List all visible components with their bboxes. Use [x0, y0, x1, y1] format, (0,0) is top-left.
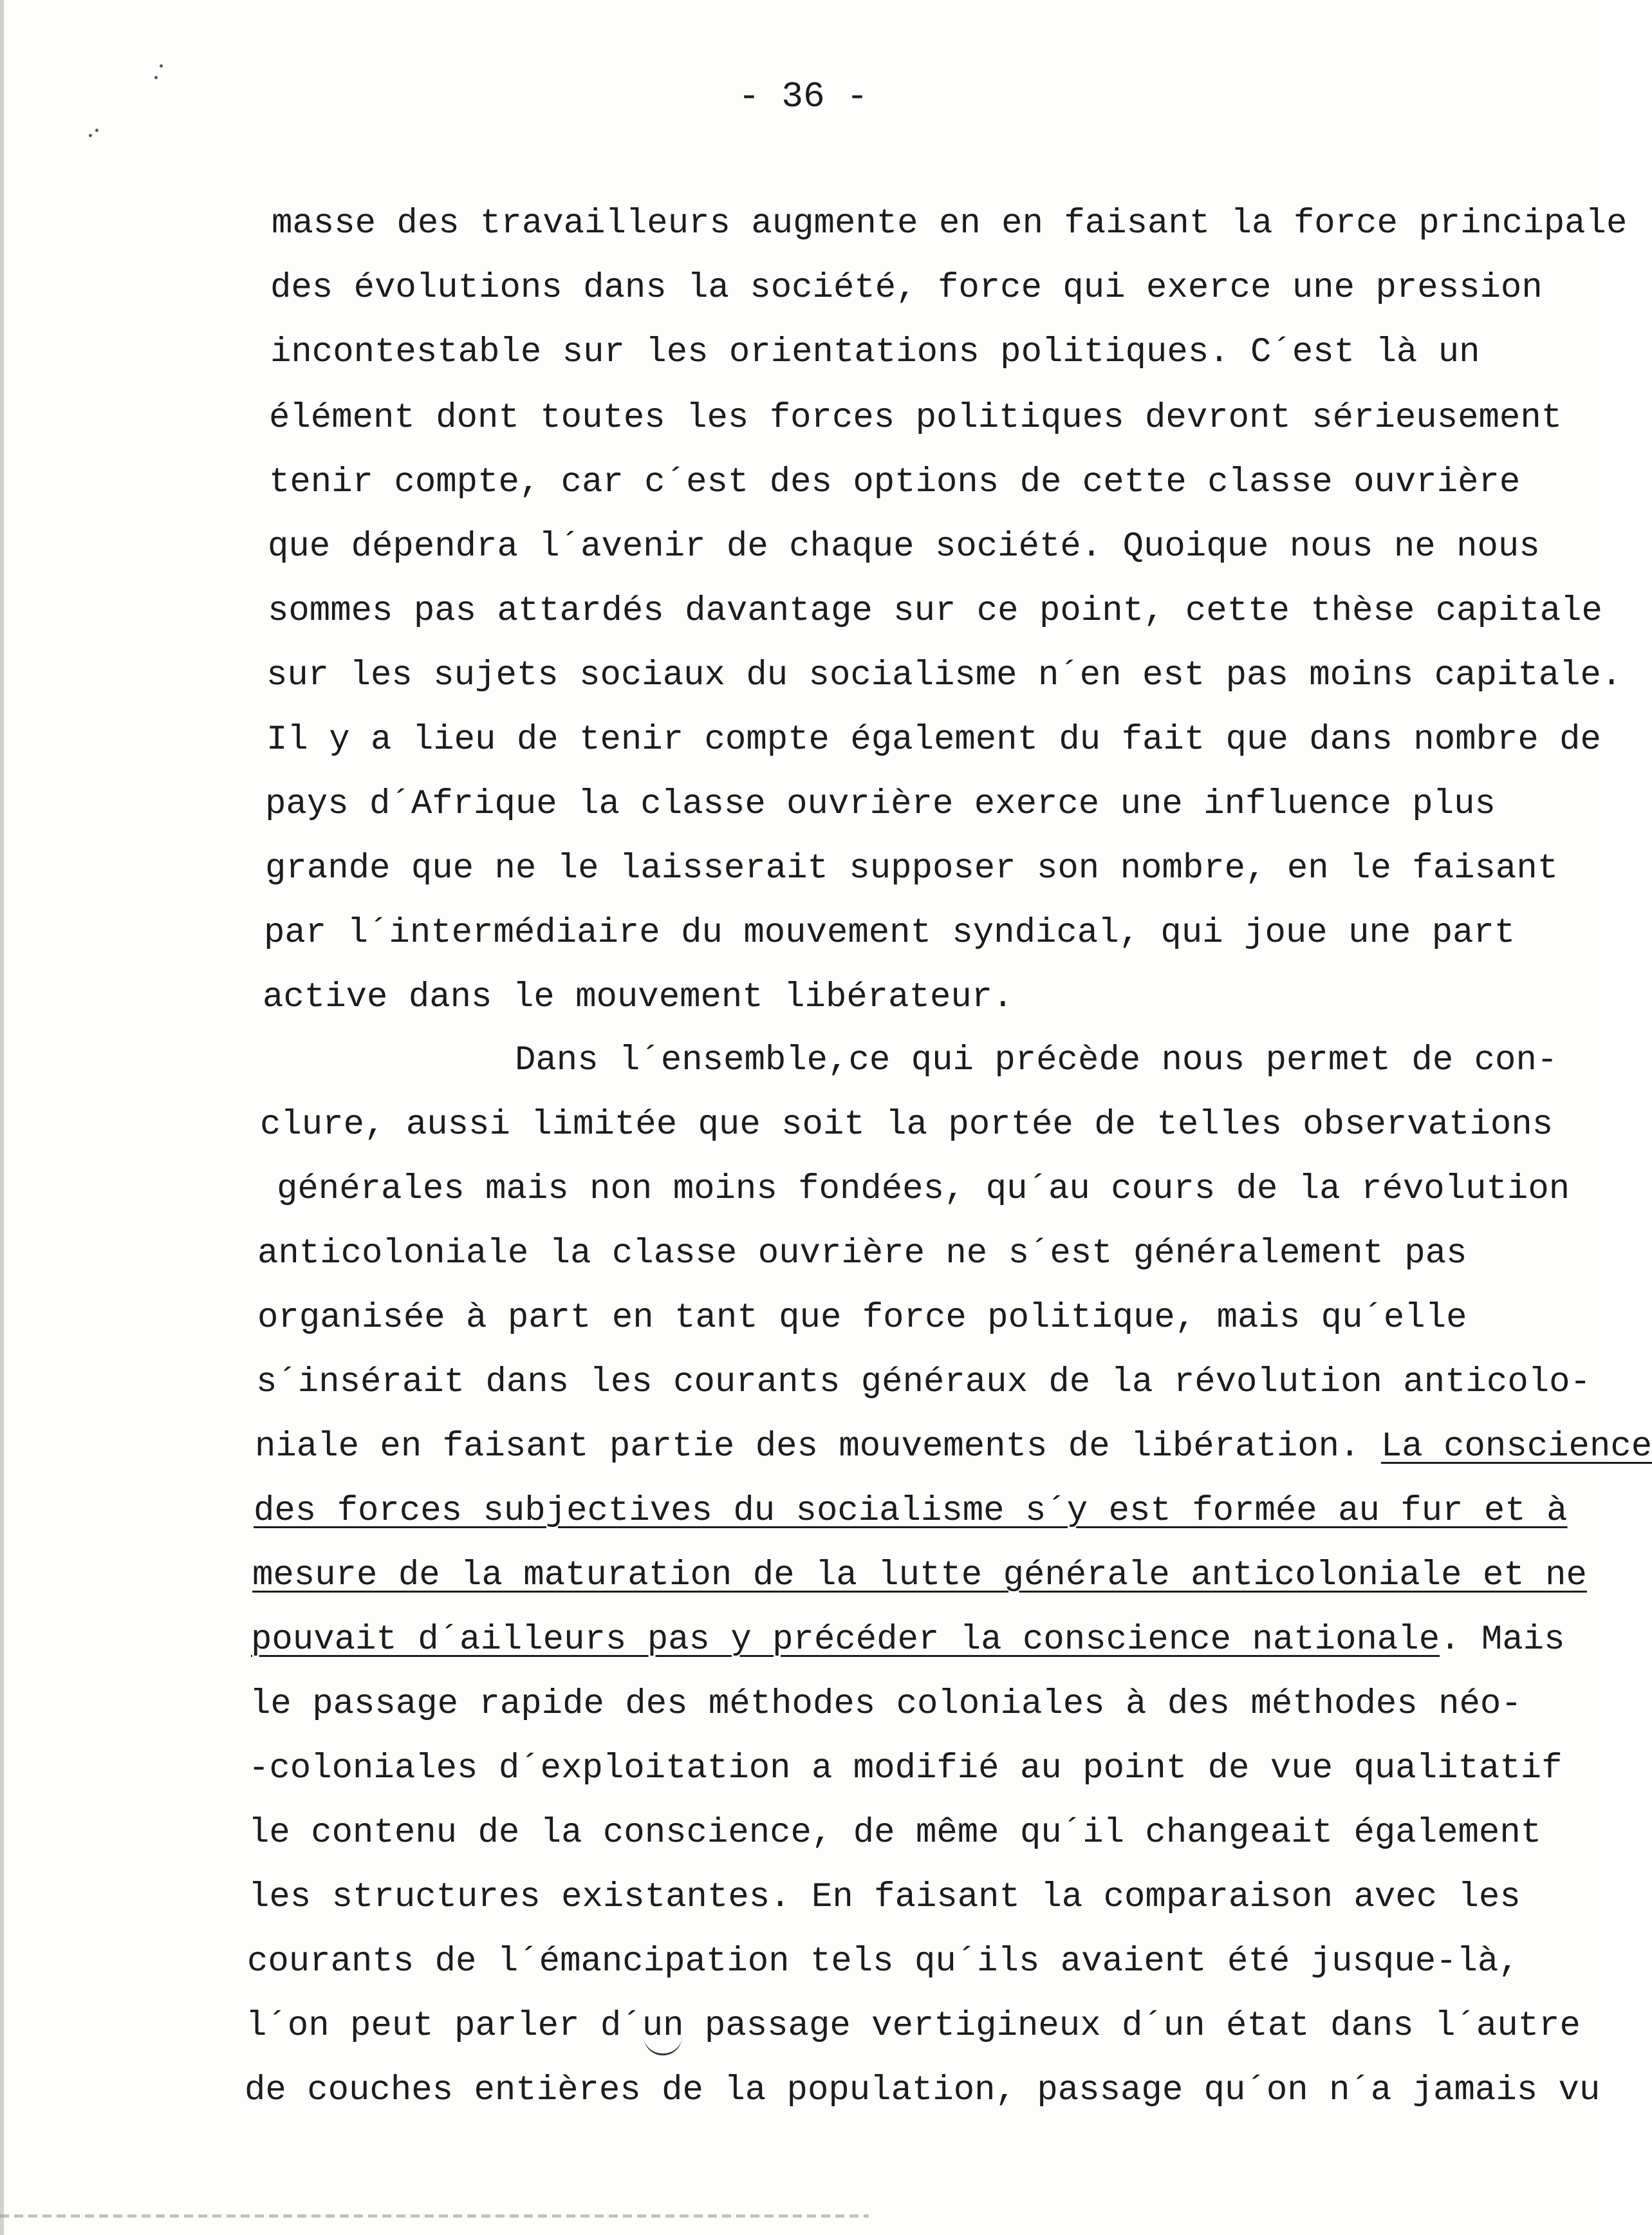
- text-line: -coloniales d´exploitation a modifié au point de vue qualitatif: [248, 1749, 1563, 1788]
- text-segment: . Mais: [1440, 1620, 1565, 1660]
- text-line: les structures existantes. En faisant la comparaison avec les: [248, 1878, 1521, 1917]
- underlined-text: La conscience: [1380, 1427, 1652, 1466]
- text-line: tenir compte, car c´est des options de cette classe ouvrière: [269, 463, 1521, 502]
- text-line: grande que ne le laisserait supposer son nombre, en le faisant: [265, 849, 1559, 888]
- scan-speck: [89, 134, 92, 137]
- text-line: [255, 1428, 1652, 1466]
- underlined-line: des forces subjectives du socialisme s´y est formée au fur et à: [254, 1492, 1568, 1531]
- text-line: anticoloniale la classe ouvrière ne s´est généralement pas: [257, 1234, 1467, 1273]
- scan-bottom-edge: [0, 2214, 869, 2218]
- text-segment: niale en faisant partie des mouvements de libération.: [255, 1427, 1360, 1466]
- text-line: le contenu de la conscience, de même qu´il changeait également: [248, 1813, 1542, 1853]
- text-line: l´on peut parler d´un passage vertigineux d´un état dans l´autre: [246, 2006, 1581, 2046]
- text-line: organisée à part en tant que force politique, mais qu´elle: [257, 1298, 1467, 1338]
- text-line: des évolutions dans la société, force qui exerce une pression: [270, 268, 1543, 308]
- text-line: générales mais non moins fondées, qu´au cours de la révolution: [277, 1170, 1570, 1209]
- scan-left-edge: [0, 0, 4, 2235]
- text-line: masse des travailleurs augmente en en faisant la force principale: [272, 204, 1628, 243]
- underlined-line: mesure de la maturation de la lutte générale anticoloniale et ne: [252, 1556, 1587, 1595]
- scan-speck: [160, 64, 163, 68]
- text-line: [251, 1621, 1565, 1660]
- text-line: sommes pas attardés davantage sur ce point, cette thèse capitale: [268, 592, 1602, 631]
- text-line: élément dont toutes les forces politiques devront sérieusement: [269, 398, 1563, 438]
- handwritten-correction-mark: [644, 2028, 682, 2055]
- page-number: - 36 -: [738, 76, 868, 117]
- text-line: le passage rapide des méthodes coloniales à des méthodes néo-: [250, 1685, 1522, 1724]
- text-line: active dans le mouvement libérateur.: [263, 978, 1014, 1017]
- text-line: pays d´Afrique la classe ouvrière exerce une influence plus: [265, 785, 1496, 824]
- text-line: incontestable sur les orientations politiques. C´est là un: [270, 333, 1480, 372]
- text-line: que dépendra l´avenir de chaque société. Quoique nous ne nous: [268, 527, 1540, 566]
- text-line: s´insérait dans les courants généraux de la révolution anticolo-: [256, 1363, 1591, 1402]
- text-line: clure, aussi limitée que soit la portée de telles observations: [260, 1105, 1554, 1145]
- text-line: par l´intermédiaire du mouvement syndical, qui joue une part: [264, 913, 1516, 953]
- text-line: courants de l´émancipation tels qu´ils avaient été jusque-là,: [247, 1942, 1519, 1981]
- text-line: Il y a lieu de tenir compte également du fait que dans nombre de: [266, 720, 1601, 760]
- text-line: de couches entières de la population, passage qu´on n´a jamais vu: [245, 2071, 1601, 2110]
- underlined-text: pouvait d´ailleurs pas y précéder la conscience nationale: [251, 1620, 1440, 1660]
- paragraph-start-line: Dans l´ensemble,ce qui précède nous permet de con-: [515, 1041, 1558, 1080]
- scan-speck: [95, 129, 98, 132]
- text-line: sur les sujets sociaux du socialisme n´en est pas moins capitale.: [266, 656, 1622, 695]
